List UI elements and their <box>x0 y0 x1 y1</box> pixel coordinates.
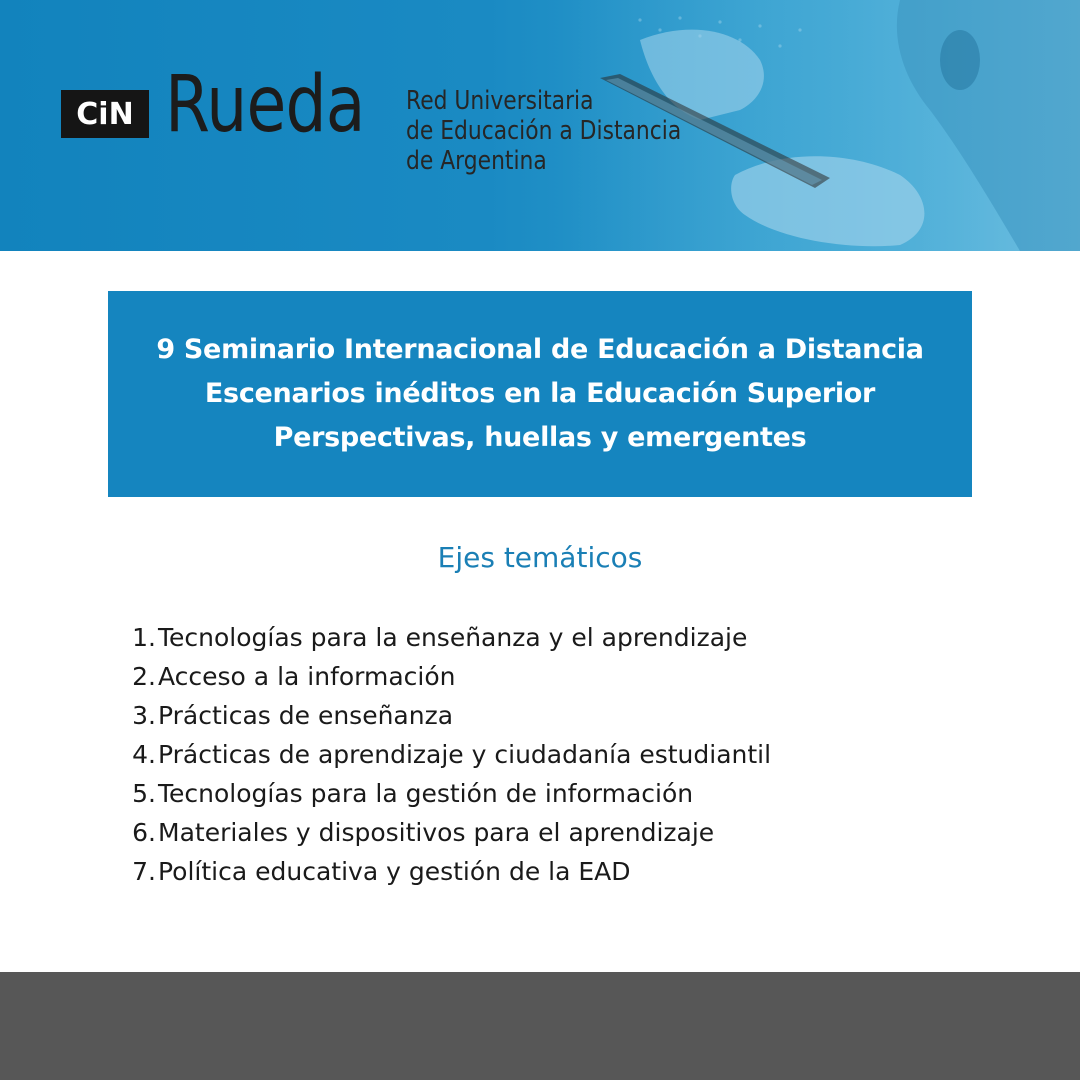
section-heading: Ejes temáticos <box>437 541 643 574</box>
list-item <box>128 740 1028 779</box>
list-item <box>128 779 1028 818</box>
rueda-logo-text: Rueda <box>165 60 365 150</box>
rueda-subtitle-line: de Educación a Distancia <box>406 116 682 146</box>
list-item-number: 2. <box>132 662 156 691</box>
list-item <box>128 623 1028 662</box>
list-item-label: Prácticas de enseñanza <box>158 701 454 730</box>
rueda-subtitle-line: Red Universitaria <box>406 86 594 116</box>
cin-logo: CiN <box>61 90 149 138</box>
list-item-number: 5. <box>132 779 156 808</box>
list-item-label: Acceso a la información <box>158 662 456 691</box>
list-item-number: 7. <box>132 857 156 886</box>
seminar-tagline: Perspectivas, huellas y emergentes <box>273 422 807 453</box>
list-item <box>128 701 1028 740</box>
seminar-title-box <box>108 291 972 497</box>
list-item <box>128 662 1028 701</box>
list-item-number: 4. <box>132 740 156 769</box>
list-item-label: Política educativa y gestión de la EAD <box>158 857 631 886</box>
list-item-label: Tecnologías para la enseñanza y el aprendizaje <box>158 623 748 652</box>
list-item-number: 1. <box>132 623 156 652</box>
header-banner <box>0 0 1080 251</box>
list-item-label: Tecnologías para la gestión de información <box>158 779 694 808</box>
footer-bar <box>0 972 1080 1080</box>
list-item-number: 6. <box>132 818 156 847</box>
rueda-subtitle <box>406 86 681 176</box>
list-item-label: Prácticas de aprendizaje y ciudadanía estudiantil <box>158 740 772 769</box>
list-item <box>128 818 1028 857</box>
seminar-title: 9 Seminario Internacional de Educación a Distancia <box>156 334 924 365</box>
list-item <box>128 857 1028 896</box>
list-item-number: 3. <box>132 701 156 730</box>
seminar-subtitle: Escenarios inéditos en la Educación Superior <box>204 378 876 409</box>
list-item-label: Materiales y dispositivos para el aprendizaje <box>158 818 715 847</box>
rueda-subtitle-line: de Argentina <box>406 146 547 176</box>
topics-list <box>128 623 1028 896</box>
